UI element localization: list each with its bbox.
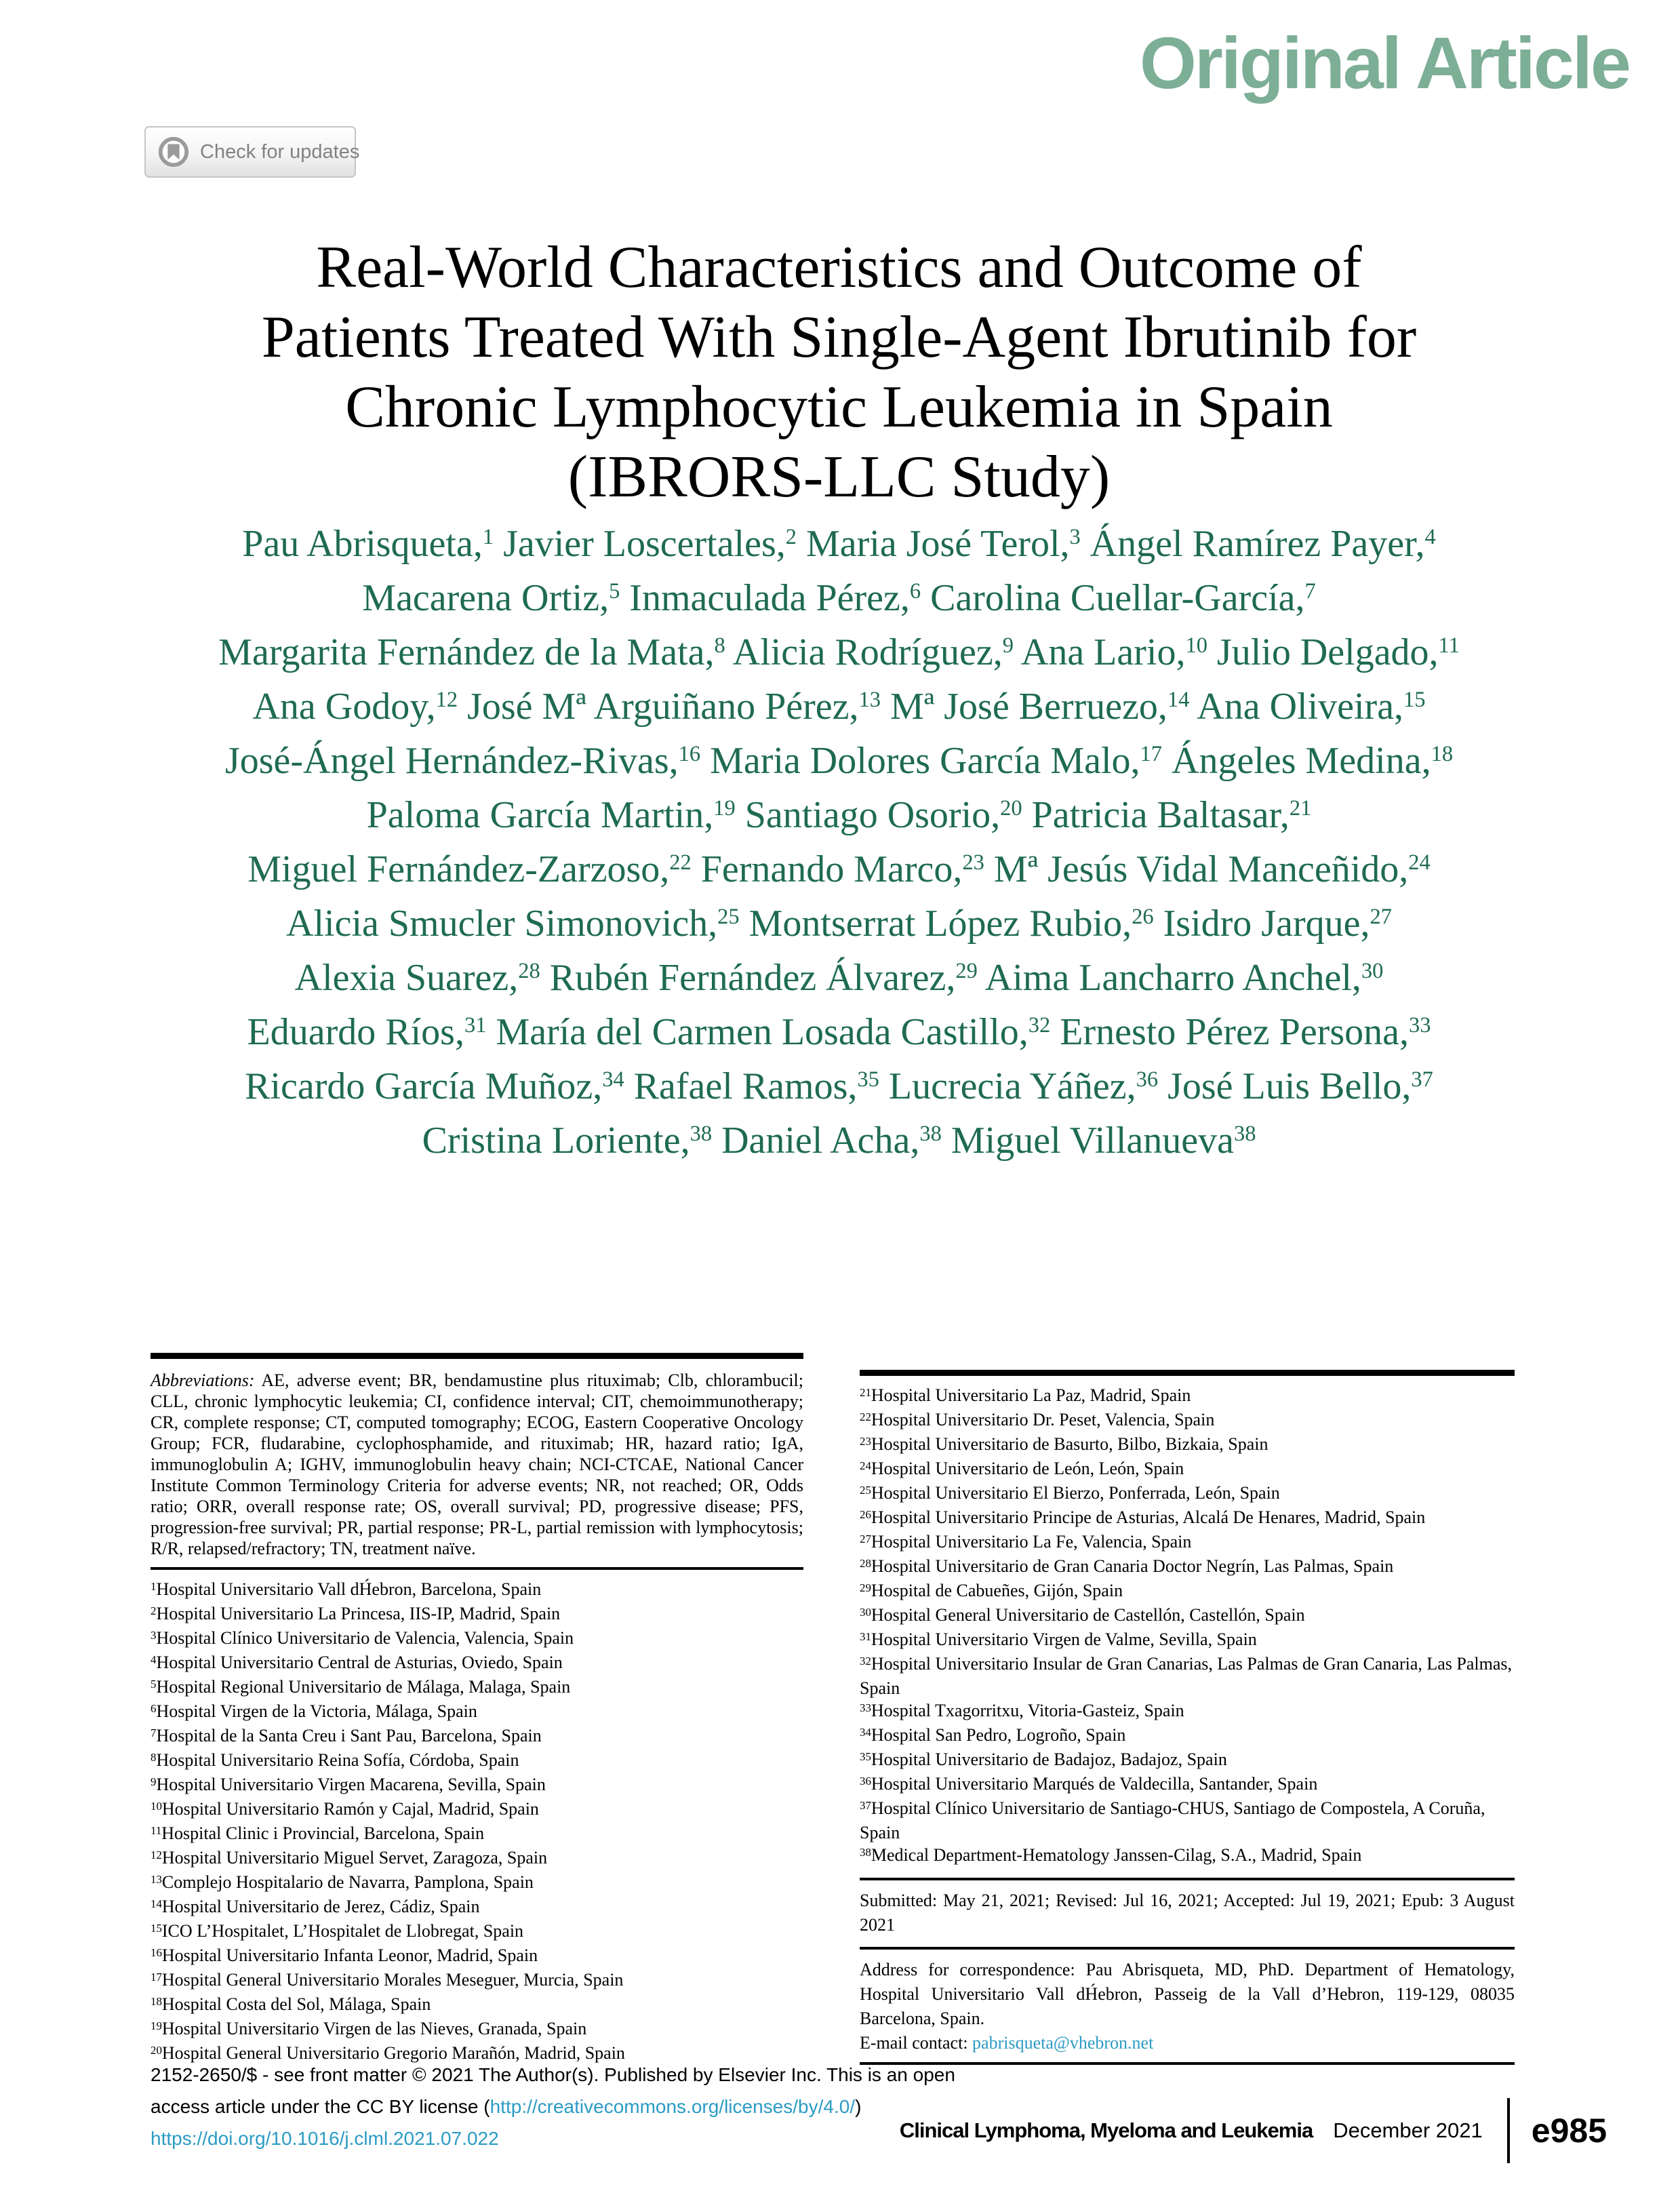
affiliation-text: Hospital Universitario Central de Asturias, Oviedo, Spain [156, 1653, 563, 1672]
affiliation-item [151, 2017, 803, 2042]
affiliation-number: 19 [151, 2019, 162, 2032]
author-affiliation-ref: 10 [1185, 633, 1207, 658]
affiliation-text: Hospital Clínico Universitario de Santiago-CHUS, Santiago de Compostela, A Coruña, Spain [860, 1798, 1485, 1842]
affiliation-text: Hospital Universitario Miguel Servet, Zaragoza, Spain [161, 1848, 548, 1868]
author-name: Ángel Ramírez Payer, [1080, 523, 1425, 565]
affiliation-text: Hospital Clinic i Provincial, Barcelona, Spain [161, 1823, 485, 1843]
affiliation-number: 13 [151, 1872, 162, 1886]
right-column [860, 1370, 1515, 2065]
author-affiliation-ref: 30 [1361, 959, 1384, 984]
affiliation-text: Hospital Universitario Insular de Gran Canarias, Las Palmas de Gran Canaria, Las Palmas, Spain [860, 1654, 1513, 1698]
author-name: Eduardo Ríos, [247, 1011, 464, 1053]
affiliation-text: Hospital Universitario Dr. Peset, Valencia, Spain [871, 1410, 1215, 1429]
affiliation-item [860, 1433, 1515, 1457]
affiliation-item [151, 1749, 803, 1773]
authors-block [0, 519, 1678, 1170]
author-affiliation-ref: 6 [909, 579, 921, 604]
affiliation-number: 14 [151, 1897, 162, 1910]
author-name: Ana Oliveira, [1189, 686, 1404, 728]
author-name: Miguel Villanueva [941, 1120, 1234, 1162]
correspondence-block [860, 1958, 1515, 2055]
affiliation-item [151, 1846, 803, 1871]
affiliation-item [151, 1944, 803, 1969]
affiliation-number: 31 [860, 1630, 871, 1643]
author-affiliation-ref: 29 [955, 959, 978, 984]
license-line [151, 2091, 955, 2122]
author-name: Margarita Fernández de la Mata, [218, 631, 715, 673]
affiliation-number: 15 [151, 1921, 162, 1935]
check-for-updates-badge[interactable] [144, 126, 360, 178]
author-name: Carolina Cuellar-García, [921, 577, 1305, 619]
author-affiliation-ref: 36 [1136, 1067, 1159, 1092]
author-name: Aima Lancharro Anchel, [977, 957, 1361, 999]
affiliation-number: 21 [860, 1385, 871, 1399]
affiliation-item [860, 1384, 1515, 1408]
footer-divider [1507, 2098, 1510, 2163]
author-affiliation-ref: 38 [919, 1122, 942, 1147]
author-name: Pau Abrisqueta, [242, 523, 483, 565]
author-line [0, 845, 1678, 899]
author-affiliation-ref: 5 [609, 579, 620, 604]
right-rule-above-correspondence [860, 1947, 1515, 1950]
author-affiliation-ref: 13 [858, 688, 881, 713]
author-name: Cristina Loriente, [422, 1120, 690, 1162]
author-name: Alicia Rodríguez, [725, 631, 1003, 673]
author-affiliation-ref: 19 [713, 796, 736, 821]
author-name: Daniel Acha, [712, 1120, 920, 1162]
affiliation-item [860, 1579, 1515, 1604]
affiliation-number: 30 [860, 1605, 871, 1619]
author-name: Javier Loscertales, [494, 523, 786, 565]
author-name: Macarena Ortiz, [362, 577, 610, 619]
affiliation-item [860, 1604, 1515, 1628]
author-affiliation-ref: 16 [678, 742, 701, 767]
affiliation-text: Hospital Universitario Ramón y Cajal, Madrid, Spain [161, 1799, 539, 1819]
affiliation-item [151, 1676, 803, 1700]
affiliation-item [151, 1798, 803, 1822]
affiliation-number: 29 [860, 1581, 871, 1594]
author-affiliation-ref: 18 [1431, 742, 1454, 767]
affiliation-number: 34 [860, 1725, 871, 1739]
affiliation-number: 38 [860, 1845, 871, 1859]
author-name: Paloma García Martin, [366, 794, 714, 836]
article-type-label: Original Article [1139, 22, 1629, 104]
copyright-block [151, 2059, 955, 2154]
author-name: Mª José Berruezo, [880, 686, 1167, 728]
right-top-rule [860, 1370, 1515, 1376]
journal-name: Clinical Lymphoma, Myeloma and Leukemia [899, 2118, 1313, 2142]
affiliation-item [860, 1748, 1515, 1773]
author-affiliation-ref: 26 [1132, 905, 1154, 930]
license-link[interactable]: http://creativecommons.org/licenses/by/4.0/ [490, 2096, 856, 2117]
author-affiliation-ref: 25 [717, 905, 740, 930]
abbreviations-text: AE, adverse event; BR, bendamustine plus rituximab; Clb, chlorambucil; CLL, chronic lymphocytic leukemia; CI, confidence interval; CIT, chemoimmunotherapy; CR, complete response; CT, computed tomography; ECOG, Eastern Cooperative Oncology Group; FCR, fludarabine, cyclophosphamide, and rituximab; HR, hazard ratio; IgA, immunoglobulin A; IGHV, immunoglobulin heavy chain; NCI-CTCAE, National Cancer Institute Common Terminology Criteria for adverse events; NR, not reached; OR, Odds ratio; ORR, overall response rate; OS, overall survival; PD, progressive disease; PFS, progression-free survival; PR, partial response; PR-L, partial remission with lymphocytosis; R/R, relapsed/refractory; TN, treatment naïve. [151, 1370, 803, 1558]
author-affiliation-ref: 34 [602, 1067, 624, 1092]
author-affiliation-ref: 1 [482, 525, 494, 550]
page-number: e985 [1531, 2112, 1607, 2150]
abbreviations-paragraph [151, 1370, 803, 1559]
affiliation-number: 12 [151, 1848, 162, 1861]
affiliation-number: 17 [151, 1970, 162, 1983]
author-name: Ángeles Medina, [1162, 740, 1431, 782]
affiliation-text: Hospital Clínico Universitario de Valencia, Valencia, Spain [156, 1628, 574, 1648]
author-name: Mª Jesús Vidal Manceñido, [984, 848, 1409, 890]
author-name: Alexia Suarez, [294, 957, 519, 999]
email-line [860, 2031, 1515, 2055]
affiliation-text: Hospital General Universitario Gregorio Marañón, Madrid, Spain [161, 2043, 625, 2063]
affiliation-item [151, 1895, 803, 1920]
affiliation-text: Hospital Txagorritxu, Vitoria-Gasteiz, Spain [871, 1701, 1184, 1720]
email-link[interactable]: pabrisqueta@vhebron.net [972, 2033, 1154, 2053]
affiliation-number: 25 [860, 1483, 871, 1497]
affiliation-text: Hospital de Cabueñes, Gijón, Spain [871, 1581, 1123, 1600]
affiliation-number: 2 [151, 1604, 157, 1617]
author-name: Montserrat López Rubio, [739, 903, 1132, 945]
affiliation-text: Hospital San Pedro, Logroño, Spain [871, 1725, 1126, 1745]
affiliation-number: 27 [860, 1532, 871, 1545]
author-affiliation-ref: 17 [1140, 742, 1162, 767]
affiliation-item [860, 1724, 1515, 1748]
affiliation-item [151, 1822, 803, 1846]
affiliation-number: 37 [860, 1798, 871, 1812]
author-affiliation-ref: 4 [1424, 525, 1436, 550]
affiliation-text: Hospital Universitario La Princesa, IIS-IP, Madrid, Spain [156, 1604, 561, 1623]
affiliation-number: 26 [860, 1507, 871, 1521]
author-name: Maria Dolores García Malo, [700, 740, 1140, 782]
affiliation-item [151, 1700, 803, 1724]
author-line [0, 1062, 1678, 1116]
author-affiliation-ref: 38 [690, 1122, 713, 1147]
author-affiliation-ref: 38 [1233, 1122, 1256, 1147]
author-name: Lucrecia Yáñez, [879, 1065, 1136, 1107]
license-line-prefix: access article under the CC BY license ( [151, 2096, 490, 2117]
author-line [0, 953, 1678, 1008]
affiliation-item [860, 1844, 1515, 1868]
affiliation-text: Complejo Hospitalario de Navarra, Pamplona, Spain [161, 1872, 534, 1892]
author-name: Rubén Fernández Álvarez, [540, 957, 956, 999]
issn-copyright-line: 2152-2650/$ - see front matter © 2021 The Author(s). Published by Elsevier Inc. This is an open [151, 2064, 955, 2085]
left-column [151, 1353, 803, 2066]
affiliation-text: ICO L’Hospitalet, L’Hospitalet de Llobregat, Spain [161, 1921, 524, 1941]
author-affiliation-ref: 24 [1408, 850, 1431, 875]
affiliation-text: Hospital Universitario de Basurto, Bilbo, Bizkaia, Spain [871, 1434, 1269, 1454]
author-affiliation-ref: 20 [1000, 796, 1022, 821]
author-line [0, 574, 1678, 628]
affiliation-item [151, 1724, 803, 1749]
author-affiliation-ref: 8 [714, 633, 725, 658]
author-affiliation-ref: 15 [1403, 688, 1426, 713]
author-affiliation-ref: 3 [1069, 525, 1081, 550]
author-affiliation-ref: 32 [1028, 1013, 1051, 1038]
affiliation-item [151, 1871, 803, 1895]
affiliation-number: 16 [151, 1946, 162, 1959]
affiliation-number: 10 [151, 1799, 162, 1813]
affiliation-number: 22 [860, 1410, 871, 1423]
doi-line [151, 2122, 955, 2154]
author-name: Ana Lario, [1013, 631, 1186, 673]
submission-history: Submitted: May 21, 2021; Revised: Jul 16, 2021; Accepted: Jul 19, 2021; Epub: 3 August 2021 [860, 1891, 1515, 1935]
affiliation-text: Hospital Universitario Marqués de Valdecilla, Santander, Spain [871, 1774, 1318, 1794]
affiliation-number: 8 [151, 1750, 157, 1764]
left-top-rule [151, 1353, 803, 1359]
affiliation-number: 4 [151, 1653, 157, 1666]
affiliation-item [151, 1969, 803, 1993]
affiliation-item [860, 1628, 1515, 1653]
affiliation-text: Hospital Virgen de la Victoria, Málaga, Spain [156, 1701, 477, 1721]
author-name: Isidro Jarque, [1153, 903, 1370, 945]
doi-link[interactable]: https://doi.org/10.1016/j.clml.2021.07.022 [151, 2128, 499, 2149]
author-name: Julio Delgado, [1207, 631, 1439, 673]
author-name: Fernando Marco, [691, 848, 963, 890]
author-affiliation-ref: 22 [669, 850, 692, 875]
author-line [0, 519, 1678, 574]
author-affiliation-ref: 31 [464, 1013, 487, 1038]
affiliation-number: 32 [860, 1654, 871, 1667]
author-line [0, 899, 1678, 953]
affiliation-number: 18 [151, 1994, 162, 2008]
affiliation-text: Hospital Universitario de Jerez, Cádiz, Spain [161, 1897, 480, 1916]
author-name: Santiago Osorio, [735, 794, 1001, 836]
author-affiliation-ref: 27 [1370, 905, 1392, 930]
author-line [0, 628, 1678, 682]
author-affiliation-ref: 2 [785, 525, 797, 550]
abbreviations-label: Abbreviations: [151, 1370, 255, 1390]
affiliation-number: 7 [151, 1726, 157, 1739]
right-rule-above-submitted [860, 1878, 1515, 1880]
affiliation-item [860, 1530, 1515, 1555]
affiliation-text: Hospital Universitario La Paz, Madrid, Spain [871, 1385, 1191, 1405]
email-label: E-mail contact: [860, 2033, 973, 2053]
affiliation-text: Hospital General Universitario de Castellón, Castellón, Spain [871, 1605, 1305, 1625]
author-name: Ana Godoy, [252, 686, 436, 728]
title-line: Chronic Lymphocytic Leukemia in Spain [345, 374, 1333, 440]
affiliation-text: Hospital General Universitario Morales Meseguer, Murcia, Spain [161, 1970, 624, 1990]
affiliation-item [860, 1797, 1515, 1844]
author-affiliation-ref: 12 [435, 688, 458, 713]
affiliations-left [151, 1578, 803, 2066]
affiliation-item [151, 1773, 803, 1798]
author-affiliation-ref: 33 [1408, 1013, 1431, 1038]
author-line [0, 1008, 1678, 1062]
author-line [0, 682, 1678, 736]
affiliation-number: 11 [151, 1823, 162, 1837]
author-name: José-Ángel Hernández-Rivas, [224, 740, 679, 782]
author-affiliation-ref: 21 [1289, 796, 1312, 821]
author-name: Ernesto Pérez Persona, [1050, 1011, 1409, 1053]
affiliation-item [151, 1602, 803, 1627]
author-name: Ricardo García Muñoz, [245, 1065, 603, 1107]
affiliation-item [860, 1773, 1515, 1797]
affiliation-text: Hospital de la Santa Creu i Sant Pau, Barcelona, Spain [156, 1726, 542, 1745]
title-line: Patients Treated With Single-Agent Ibrutinib for [261, 304, 1417, 370]
affiliation-text: Hospital Universitario Principe de Asturias, Alcalá De Henares, Madrid, Spain [871, 1507, 1426, 1527]
author-name: Maria José Terol, [797, 523, 1070, 565]
affiliation-item [860, 1555, 1515, 1579]
affiliation-number: 1 [151, 1579, 157, 1593]
author-name: Miguel Fernández-Zarzoso, [247, 848, 670, 890]
issue-date: December 2021 [1333, 2118, 1483, 2142]
check-for-updates-label: Check for updates [200, 140, 360, 163]
left-mid-rule [151, 1567, 803, 1570]
author-affiliation-ref: 37 [1411, 1067, 1433, 1092]
author-line [0, 736, 1678, 791]
affiliation-text: Hospital Costa del Sol, Málaga, Spain [161, 1994, 431, 2014]
affiliations-right [860, 1384, 1515, 1868]
author-affiliation-ref: 9 [1002, 633, 1014, 658]
affiliation-text: Hospital Universitario de Gran Canaria Doctor Negrín, Las Palmas, Spain [871, 1556, 1394, 1576]
author-line [0, 791, 1678, 845]
affiliation-item [151, 1993, 803, 2017]
license-line-suffix: ) [855, 2096, 862, 2117]
affiliation-number: 23 [860, 1434, 871, 1448]
affiliation-number: 35 [860, 1750, 871, 1763]
affiliation-text: Hospital Universitario de Badajoz, Badajoz, Spain [871, 1750, 1227, 1769]
author-name: Rafael Ramos, [624, 1065, 858, 1107]
author-name: María del Carmen Losada Castillo, [486, 1011, 1028, 1053]
affiliation-text: Hospital Universitario Virgen de las Nieves, Granada, Spain [161, 2019, 587, 2038]
affiliation-text: Medical Department-Hematology Janssen-Cilag, S.A., Madrid, Spain [871, 1845, 1362, 1865]
affiliation-item [860, 1408, 1515, 1433]
affiliation-number: 28 [860, 1556, 871, 1570]
affiliation-text: Hospital Universitario Virgen de Valme, Sevilla, Spain [871, 1630, 1257, 1649]
affiliation-item [860, 1482, 1515, 1506]
author-name: Inmaculada Pérez, [620, 577, 910, 619]
affiliation-item [151, 1578, 803, 1602]
author-name: Patricia Baltasar, [1022, 794, 1290, 836]
right-bottom-rule [860, 2062, 1515, 2065]
affiliation-number: 9 [151, 1775, 157, 1788]
affiliation-number: 20 [151, 2043, 162, 2057]
affiliation-number: 33 [860, 1701, 871, 1714]
affiliation-item [151, 1627, 803, 1651]
journal-footer [900, 2097, 1607, 2165]
crossmark-icon [157, 135, 191, 169]
affiliation-item [860, 1506, 1515, 1530]
affiliation-number: 5 [151, 1677, 157, 1691]
affiliation-text: Hospital Universitario de León, León, Spain [871, 1459, 1184, 1478]
author-affiliation-ref: 28 [518, 959, 540, 984]
title-line: (IBRORS-LLC Study) [567, 443, 1111, 510]
author-affiliation-ref: 35 [857, 1067, 879, 1092]
author-line [0, 1116, 1678, 1170]
affiliation-text: Hospital Universitario El Bierzo, Ponferrada, León, Spain [871, 1483, 1280, 1503]
affiliation-item [860, 1699, 1515, 1724]
affiliation-text: Hospital Universitario Virgen Macarena, Sevilla, Spain [156, 1775, 546, 1794]
affiliation-item [860, 1457, 1515, 1482]
title-line: Real-World Characteristics and Outcome of [316, 234, 1362, 300]
affiliation-number: 24 [860, 1459, 871, 1472]
author-affiliation-ref: 14 [1167, 688, 1190, 713]
affiliation-text: Hospital Universitario Vall dH́ebron, Barcelona, Spain [156, 1579, 542, 1599]
author-affiliation-ref: 7 [1304, 579, 1316, 604]
affiliation-text: Hospital Universitario Reina Sofía, Córdoba, Spain [156, 1750, 519, 1770]
affiliation-text: Hospital Universitario La Fe, Valencia, Spain [871, 1532, 1192, 1552]
affiliation-item [151, 1920, 803, 1944]
author-name: José Mª Arguiñano Pérez, [458, 686, 859, 728]
affiliation-number: 6 [151, 1701, 157, 1715]
article-title [0, 233, 1678, 512]
author-name: Alicia Smucler Simonovich, [286, 903, 718, 945]
affiliation-text: Hospital Universitario Infanta Leonor, Madrid, Spain [161, 1946, 538, 1965]
affiliation-number: 36 [860, 1774, 871, 1788]
correspondence-address: Address for correspondence: Pau Abrisqueta, MD, PhD. Department of Hematology, Hospital Universitario Vall dH́ebron, Passeig de la Vall d’Hebron, 119-129, 08035 Barcelona, Spain. [860, 1960, 1515, 2028]
author-affiliation-ref: 23 [962, 850, 984, 875]
affiliation-number: 3 [151, 1628, 157, 1642]
affiliation-item [860, 1653, 1515, 1699]
author-name: José Luis Bello, [1158, 1065, 1412, 1107]
author-affiliation-ref: 11 [1438, 633, 1460, 658]
affiliation-text: Hospital Regional Universitario de Málaga, Malaga, Spain [156, 1677, 571, 1697]
affiliation-item [151, 1651, 803, 1676]
